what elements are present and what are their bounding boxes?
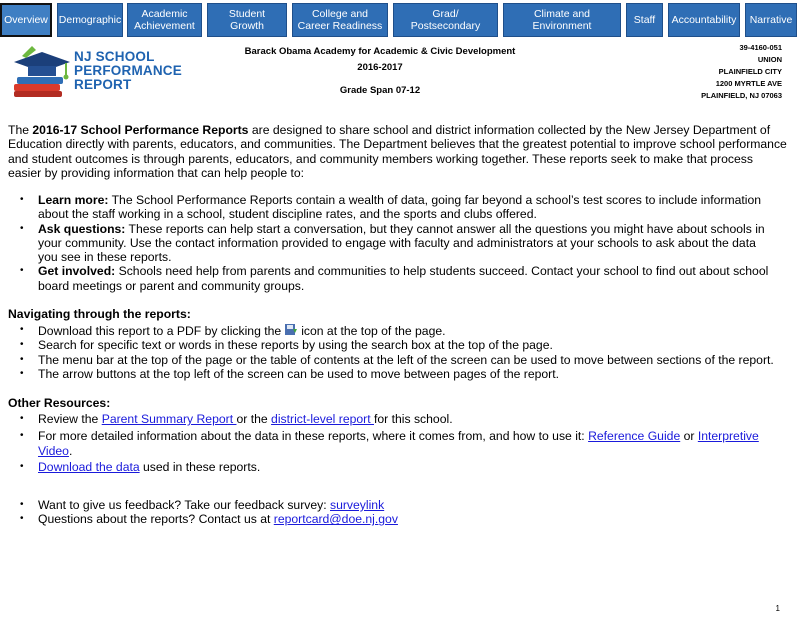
tab-grad-postsecondary[interactable]: Grad/ Postsecondary	[393, 3, 498, 37]
intro-paragraph	[8, 123, 788, 180]
contact-email-link[interactable]: reportcard@doe.nj.gov	[273, 512, 398, 527]
pdf-download-icon[interactable]	[284, 323, 298, 336]
feedback-list	[18, 498, 778, 527]
logo-line-2: PERFORMANCE	[74, 63, 182, 78]
list-item: • Search for specific text or words in these reports by using the search box at the top of the page.	[18, 338, 778, 352]
grade-span: Grade Span 07-12	[339, 85, 421, 96]
list-item: • Get involved: Schools need help from parents and communities to help students succeed. Contact your school to find out about school board meetings or parent and community groups.	[18, 264, 778, 293]
list-item: • The arrow buttons at the top left of the screen can be used to move between pages of the report.	[18, 367, 778, 381]
tab-accountability[interactable]: Accountability	[668, 3, 740, 37]
district-level-report-link[interactable]: district-level report	[271, 412, 374, 426]
city-state-zip: PLAINFIELD, NJ 07063	[701, 91, 782, 100]
intro-post: are designed to share school and district information collected by the New Jersey Department of Education directly with parents, educators, and communities. The Department believes that the greatest potential to improve school performance and student outcomes is through parents, educators, and community members working together. These reports seek to make that process easier by providing information that can help people to:	[8, 123, 787, 180]
list-item: • Want to give us feedback? Take our feedback survey: surveylink	[18, 498, 778, 512]
resources-list	[18, 412, 778, 474]
interpretive-video-link[interactable]: Interpretive Video	[38, 429, 759, 458]
reference-guide-link[interactable]: Reference Guide	[588, 429, 681, 444]
street-address: 1200 MYRTLE AVE	[715, 79, 782, 88]
school-name: Barack Obama Academy for Academic & Civic Development	[244, 46, 516, 57]
list-item: • Ask questions: These reports can help start a conversation, but they cannot answer all the questions you might have about schools in your community. Use the contact information provided to engage with faculty and administrators at your schools to ask about the data you see in these reports.	[18, 222, 778, 265]
tab-academic-achievement[interactable]: Academic Achievement	[127, 3, 202, 37]
list-item: • For more detailed information about the data in these reports, where it comes from, and how to use it: Reference Guide or Interpretive Video.	[18, 429, 778, 458]
intro-pre: The	[8, 123, 33, 137]
navigating-list	[18, 323, 778, 381]
tab-college-career-readiness[interactable]: College and Career Readiness	[292, 3, 388, 37]
page-number: 1	[775, 604, 780, 613]
tab-student-growth[interactable]: Student Growth	[207, 3, 287, 37]
other-resources-heading: Other Resources:	[8, 396, 111, 410]
top-nav-bar	[0, 3, 800, 39]
list-item: • The menu bar at the top of the page or the table of contents at the left of the screen can be used to move between sections of the report.	[18, 353, 778, 367]
tab-narrative[interactable]: Narrative	[745, 3, 797, 37]
graduation-cap-books-icon	[10, 42, 72, 102]
tab-staff[interactable]: Staff	[626, 3, 663, 37]
list-item: • Questions about the reports? Contact us at reportcard@doe.nj.gov	[18, 512, 778, 526]
school-info-block	[701, 42, 782, 102]
intro-bold: 2016-17 School Performance Reports	[32, 123, 249, 137]
logo-line-3: REPORT	[74, 77, 132, 92]
purpose-list	[18, 193, 778, 293]
list-item: • Download the data used in these reports.	[18, 460, 778, 474]
logo-line-1: NJ SCHOOL	[74, 49, 155, 64]
list-item: • Review the Parent Summary Report or the district-level report for this school.	[18, 412, 778, 426]
parent-summary-report-link[interactable]: Parent Summary Report	[101, 412, 237, 426]
survey-link[interactable]: surveylink	[330, 498, 385, 512]
navigating-heading: Navigating through the reports:	[8, 307, 191, 321]
school-code: 39-4160-051	[739, 43, 782, 52]
county-name: UNION	[757, 55, 782, 64]
list-item: • Learn more: The School Performance Reports contain a wealth of data, going far beyond a school’s test scores to include information about the staff working in a school, student discipline rates, and the sports and clubs offered.	[18, 193, 778, 222]
nj-school-performance-report-logo	[10, 42, 185, 104]
district-name: PLAINFIELD CITY	[718, 67, 782, 76]
tab-overview[interactable]: Overview	[0, 3, 52, 37]
download-data-link[interactable]: Download the data	[38, 459, 140, 474]
tab-demographic[interactable]: Demographic	[57, 3, 123, 37]
report-year: 2016-2017	[357, 62, 403, 73]
tab-climate-environment[interactable]: Climate and Environment	[503, 3, 621, 37]
list-item: • Download this report to a PDF by clicking the icon at the top of the page.	[18, 323, 778, 338]
